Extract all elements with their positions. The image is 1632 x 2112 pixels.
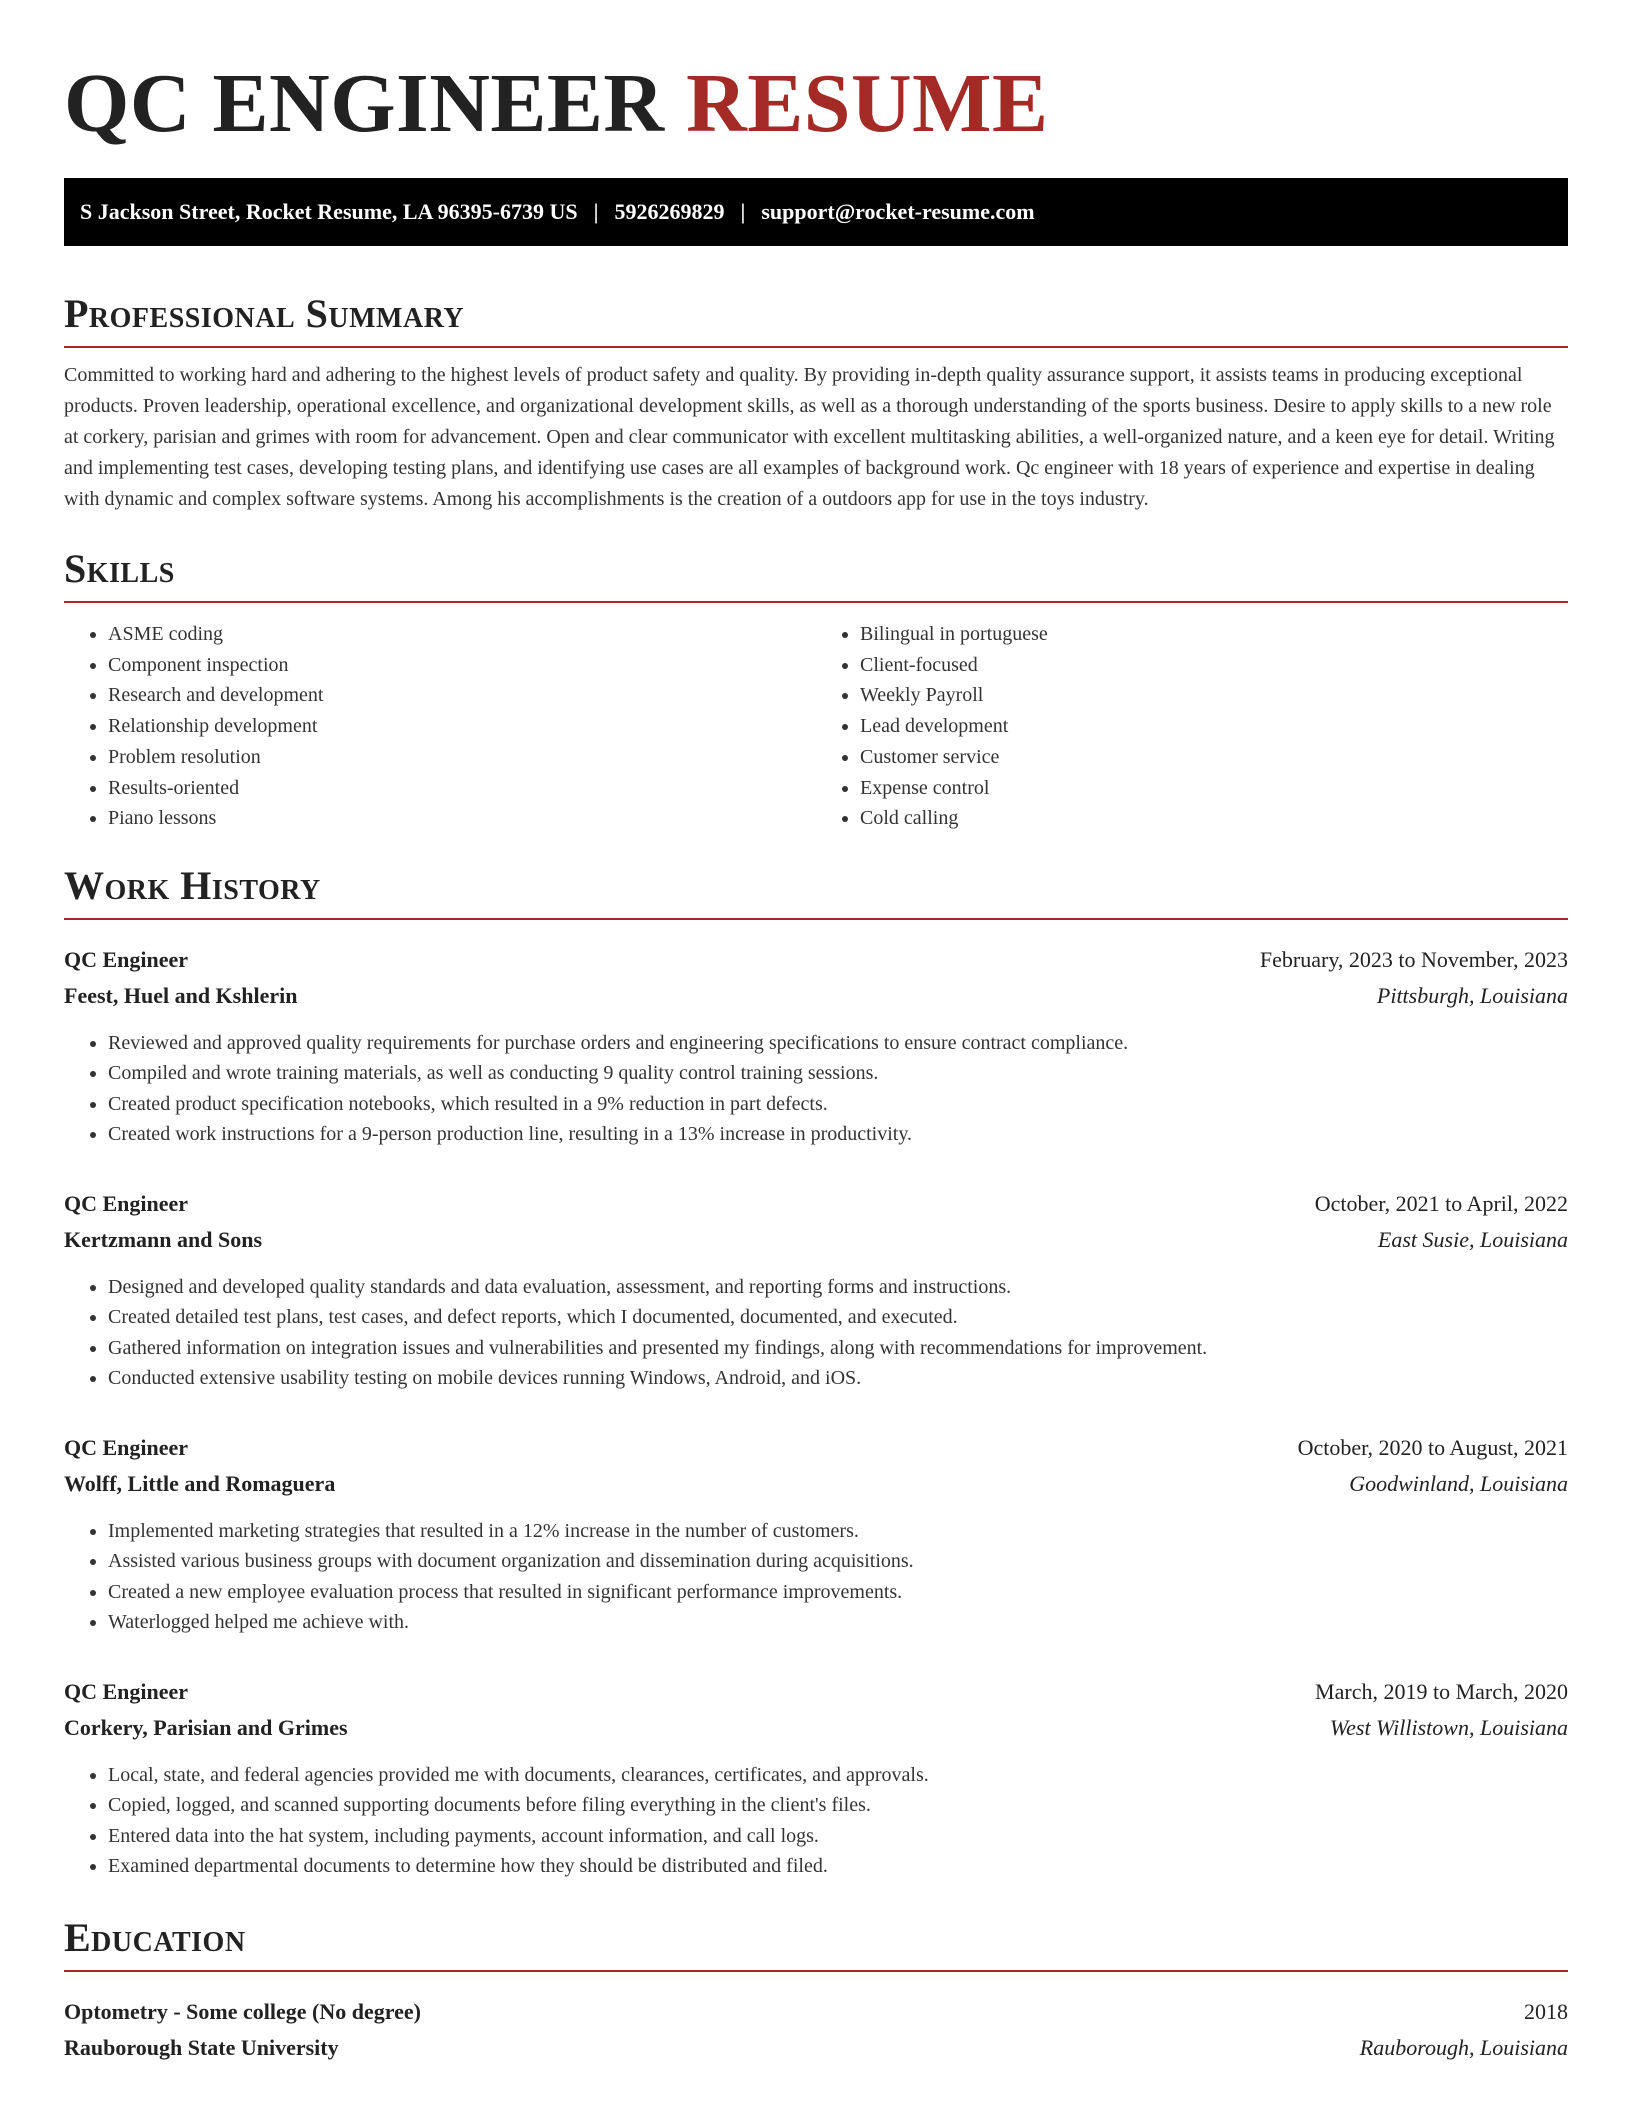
skill-item: • ASME coding bbox=[108, 619, 816, 650]
job-entry bbox=[64, 942, 1568, 1150]
job-bullet: • Entered data into the hat system, including payments, account information, and call logs. bbox=[108, 1821, 1568, 1852]
resume-title-main: QC ENGINEER bbox=[64, 57, 665, 150]
contact-separator: | bbox=[593, 199, 599, 224]
job-title: QC Engineer bbox=[64, 1190, 189, 1216]
job-location: Pittsburgh, Louisiana bbox=[1376, 982, 1568, 1008]
job-bullet: • Gathered information on integration issues and vulnerabilities and presented my findings, along with recommendations for improvement. bbox=[108, 1333, 1568, 1364]
job-bullets bbox=[64, 1760, 1568, 1882]
job-bullet: • Created work instructions for a 9-person production line, resulting in a 13% increase in productivity. bbox=[108, 1119, 1568, 1150]
skill-item: • Weekly Payroll bbox=[860, 680, 1568, 711]
skill-item: • Customer service bbox=[860, 742, 1568, 773]
skill-item: • Lead development bbox=[860, 711, 1568, 742]
education-school: Rauborough State University bbox=[64, 2034, 339, 2060]
section-heading-work-history: Work History bbox=[64, 864, 1568, 920]
section-heading-education: Education bbox=[64, 1916, 1568, 1972]
job-bullet: • Copied, logged, and scanned supporting documents before filing everything in the client's files. bbox=[108, 1790, 1568, 1821]
job-bullet: • Designed and developed quality standards and data evaluation, assessment, and reporting forms and instructions. bbox=[108, 1272, 1568, 1303]
job-company: Feest, Huel and Kshlerin bbox=[64, 982, 298, 1008]
job-company: Corkery, Parisian and Grimes bbox=[64, 1714, 348, 1740]
skill-item: • Relationship development bbox=[108, 711, 816, 742]
job-location: East Susie, Louisiana bbox=[1377, 1226, 1568, 1252]
skills-column-left bbox=[64, 619, 816, 834]
job-location: West Willistown, Louisiana bbox=[1329, 1714, 1568, 1740]
skill-item: • Cold calling bbox=[860, 803, 1568, 834]
contact-phone: 5926269829 bbox=[614, 199, 725, 224]
summary-text: Committed to working hard and adhering to the highest levels of product safety and quality. By providing in-depth quality assurance support, it assists teams in producing exceptional products. Proven leadership, operational excellence, and organizational development skills, as well as a thorough understanding of the sports business. Desire to apply skills to a new role at corkery, parisian and grimes with room for advancement. Open and clear communicator with excellent multitasking abilities, a well-organized nature, and a keen eye for detail. Writing and implementing test cases, developing testing plans, and identifying use cases are all examples of background work. Qc engineer with 18 years of experience and expertise in dealing with dynamic and complex software systems. Among his accomplishments is the creation of a outdoors app for use in the toys industry. bbox=[64, 364, 1555, 510]
job-dates: October, 2020 to August, 2021 bbox=[1297, 1434, 1568, 1460]
skill-item: • Expense control bbox=[860, 773, 1568, 804]
education-entry bbox=[64, 1994, 1568, 2066]
skill-item: • Bilingual in portuguese bbox=[860, 619, 1568, 650]
resume-title bbox=[64, 0, 1568, 152]
job-title: QC Engineer bbox=[64, 1434, 189, 1460]
contact-address: S Jackson Street, Rocket Resume, LA 96395-6739 US bbox=[80, 199, 578, 224]
job-title: QC Engineer bbox=[64, 1678, 189, 1704]
job-bullet: • Local, state, and federal agencies provided me with documents, clearances, certificates, and approvals. bbox=[108, 1760, 1568, 1791]
skill-item: • Problem resolution bbox=[108, 742, 816, 773]
education-degree: Optometry - Some college (No degree) bbox=[64, 1998, 421, 2024]
skill-item: • Results-oriented bbox=[108, 773, 816, 804]
section-heading-skills: Skills bbox=[64, 547, 1568, 603]
job-bullet: • Reviewed and approved quality requirements for purchase orders and engineering specifications to ensure contract compliance. bbox=[108, 1028, 1568, 1059]
resume-title-accent: RESUME bbox=[686, 57, 1049, 150]
job-dates: October, 2021 to April, 2022 bbox=[1314, 1190, 1568, 1216]
job-entry bbox=[64, 1186, 1568, 1394]
job-entry bbox=[64, 1430, 1568, 1638]
job-bullet: • Conducted extensive usability testing on mobile devices running Windows, Android, and iOS. bbox=[108, 1363, 1568, 1394]
job-company: Wolff, Little and Romaguera bbox=[64, 1470, 336, 1496]
job-bullet: • Created product specification notebooks, which resulted in a 9% reduction in part defects. bbox=[108, 1089, 1568, 1120]
skill-item: • Piano lessons bbox=[108, 803, 816, 834]
job-bullets bbox=[64, 1272, 1568, 1394]
section-heading-summary: Professional Summary bbox=[64, 292, 1568, 348]
job-dates: March, 2019 to March, 2020 bbox=[1315, 1678, 1568, 1704]
job-location: Goodwinland, Louisiana bbox=[1349, 1470, 1568, 1496]
skill-item: • Research and development bbox=[108, 680, 816, 711]
education-year: 2018 bbox=[1524, 1998, 1568, 2024]
job-company: Kertzmann and Sons bbox=[64, 1226, 263, 1252]
contact-separator: | bbox=[740, 199, 746, 224]
skill-item: • Client-focused bbox=[860, 650, 1568, 681]
job-bullet: • Assisted various business groups with document organization and dissemination during acquisitions. bbox=[108, 1546, 1568, 1577]
education-location: Rauborough, Louisiana bbox=[1359, 2034, 1568, 2060]
job-bullet: • Implemented marketing strategies that resulted in a 12% increase in the number of customers. bbox=[108, 1516, 1568, 1547]
job-title: QC Engineer bbox=[64, 946, 189, 972]
job-bullet: • Created detailed test plans, test cases, and defect reports, which I documented, documented, and executed. bbox=[108, 1302, 1568, 1333]
skills-list bbox=[64, 619, 1568, 834]
job-bullets bbox=[64, 1028, 1568, 1150]
contact-email: support@rocket-resume.com bbox=[761, 199, 1035, 224]
job-bullets bbox=[64, 1516, 1568, 1638]
skills-column-right bbox=[816, 619, 1568, 834]
job-entry bbox=[64, 1674, 1568, 1882]
job-bullet: • Waterlogged helped me achieve with. bbox=[108, 1607, 1568, 1638]
skill-item: • Component inspection bbox=[108, 650, 816, 681]
contact-bar bbox=[64, 178, 1568, 246]
job-bullet: • Examined departmental documents to determine how they should be distributed and filed. bbox=[108, 1851, 1568, 1882]
job-dates: February, 2023 to November, 2023 bbox=[1259, 946, 1568, 972]
job-bullet: • Compiled and wrote training materials, as well as conducting 9 quality control training sessions. bbox=[108, 1058, 1568, 1089]
job-bullet: • Created a new employee evaluation process that resulted in significant performance improvements. bbox=[108, 1577, 1568, 1608]
